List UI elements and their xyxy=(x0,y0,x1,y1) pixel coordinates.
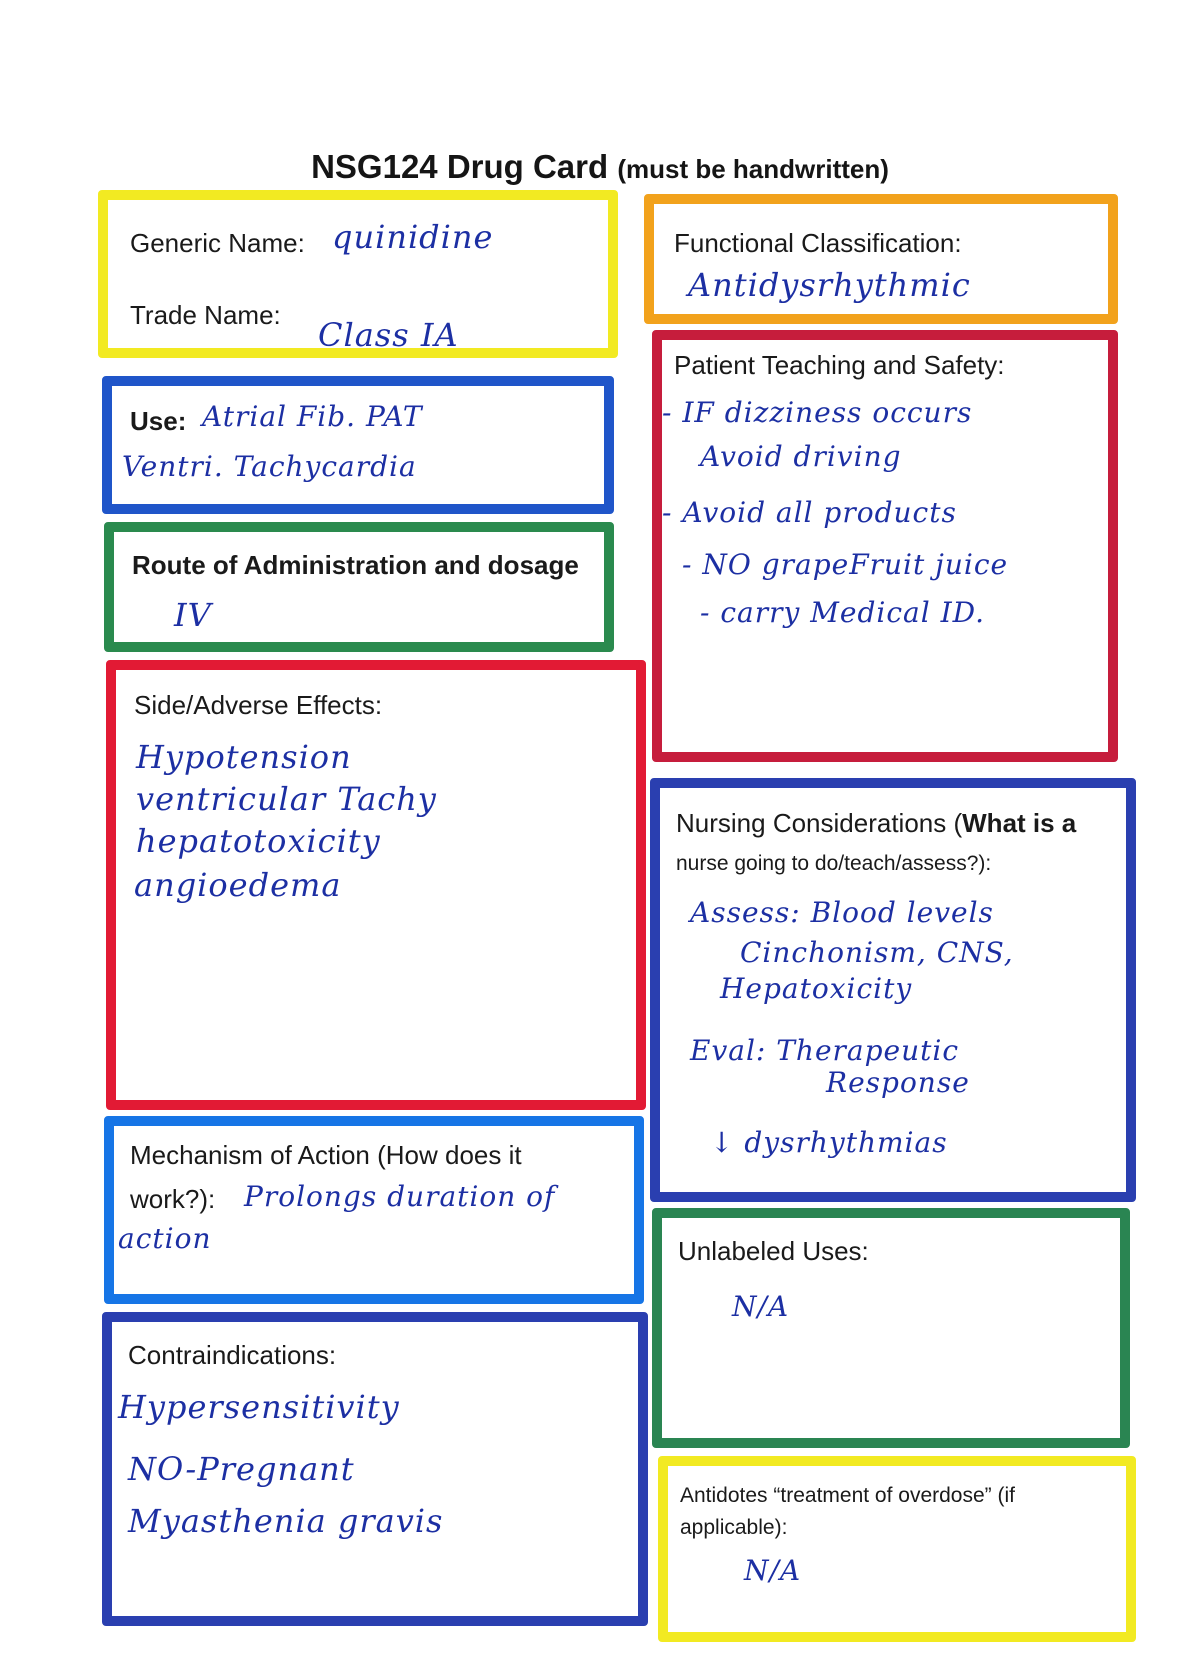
contraindications-label: Contraindications: xyxy=(128,1340,337,1370)
trade-name-label: Trade Name: xyxy=(130,300,281,330)
teaching-line: - Avoid all products xyxy=(662,496,957,529)
mechanism-value-2: action xyxy=(118,1222,212,1255)
functional-classification-value: Antidysrhythmic xyxy=(688,266,971,304)
title-sub: (must be handwritten) xyxy=(617,154,889,184)
nursing-line: Eval: Therapeutic xyxy=(690,1034,960,1067)
side-effect-line: ventricular Tachy xyxy=(136,780,437,818)
nursing-label-what: What is a xyxy=(962,808,1077,838)
nursing-considerations-label xyxy=(676,808,1076,839)
nursing-line: ↓ dysrhythmias xyxy=(710,1126,948,1159)
contraindication-line: Hypersensitivity xyxy=(118,1388,400,1426)
functional-classification-box xyxy=(644,194,1118,324)
contraindication-line: Myasthenia gravis xyxy=(128,1502,444,1540)
nursing-line: Hepatoxicity xyxy=(720,972,913,1005)
page-title xyxy=(0,148,1200,186)
teaching-line: Avoid driving xyxy=(700,440,902,473)
teaching-line: - carry Medical ID. xyxy=(700,596,985,629)
unlabeled-uses-value: N/A xyxy=(732,1290,790,1323)
nursing-line: Response xyxy=(826,1066,970,1099)
unlabeled-uses-label: Unlabeled Uses: xyxy=(678,1236,869,1266)
patient-teaching-label: Patient Teaching and Safety: xyxy=(674,350,1005,380)
mechanism-label-1: Mechanism of Action (How does it xyxy=(130,1140,522,1170)
nursing-line: Cinchonism, CNS, xyxy=(740,936,1014,969)
side-effect-line: angioedema xyxy=(134,866,342,904)
nursing-considerations-label-2: nurse going to do/teach/assess?): xyxy=(676,852,992,875)
generic-name-value: quinidine xyxy=(332,218,494,256)
side-effect-line: hepatotoxicity xyxy=(136,822,381,860)
teaching-line: - IF dizziness occurs xyxy=(662,396,973,429)
side-effects-label: Side/Adverse Effects: xyxy=(134,690,383,720)
mechanism-label-2: work?): xyxy=(130,1184,216,1214)
functional-classification-label: Functional Classification: xyxy=(674,228,962,258)
antidotes-label-2: applicable): xyxy=(680,1516,788,1539)
use-box xyxy=(102,376,614,514)
teaching-line: - NO grapeFruit juice xyxy=(682,548,1009,581)
contraindication-line: NO-Pregnant xyxy=(128,1450,355,1488)
generic-name-label: Generic Name: xyxy=(130,228,305,258)
use-label: Use: xyxy=(130,406,187,436)
side-effect-line: Hypotension xyxy=(136,738,352,776)
route-value: IV xyxy=(174,596,212,634)
title-main: NSG124 Drug Card xyxy=(311,148,609,185)
use-line-1: Atrial Fib. PAT xyxy=(202,400,423,433)
route-label: Route of Administration and dosage xyxy=(132,550,579,580)
antidotes-value: N/A xyxy=(744,1554,802,1587)
mechanism-value-1: Prolongs duration of xyxy=(244,1180,556,1213)
use-line-2: Ventri. Tachycardia xyxy=(122,450,417,483)
antidotes-label-1: Antidotes “treatment of overdose” (if xyxy=(680,1484,1015,1507)
nursing-label-main: Nursing Considerations ( xyxy=(676,808,963,838)
trade-name-value: Class IA xyxy=(318,316,459,354)
patient-teaching-box xyxy=(652,330,1118,762)
nursing-line: Assess: Blood levels xyxy=(690,896,994,929)
